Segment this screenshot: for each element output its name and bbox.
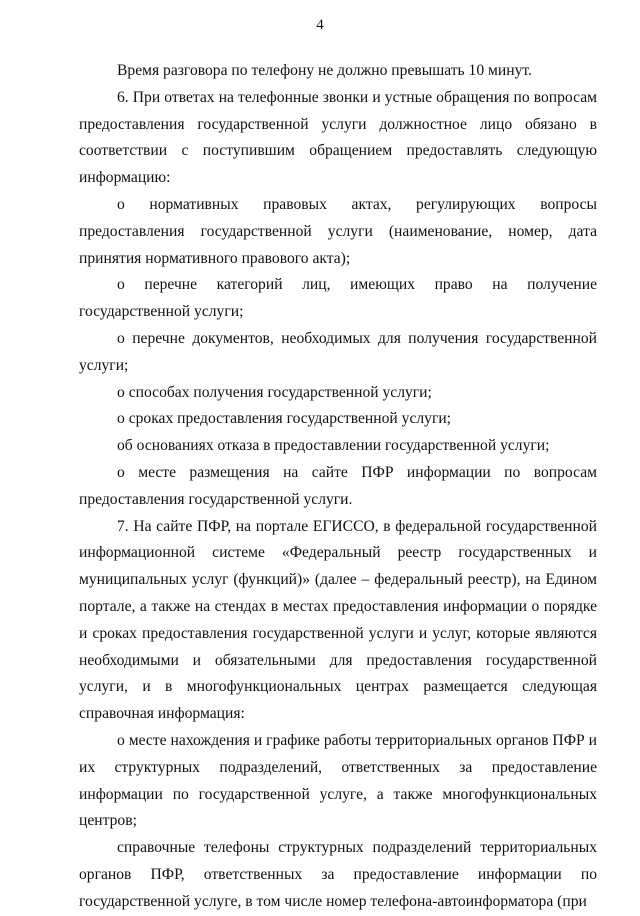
list-item-website-placement: о месте размещения на сайте ПФР информации по вопросам предоставления государственной услуги. [79, 463, 597, 508]
list-item-legal-acts: о нормативных правовых актах, регулирующих вопросы предоставления государственной услуги (наименование, номер, дата принятия нормативного правового акта); [79, 195, 597, 267]
list-item-required-documents: о перечне документов, необходимых для получения государственной услуги; [79, 329, 597, 374]
list-item-eligible-categories: о перечне категорий лиц, имеющих право на получение государственной услуги; [79, 276, 597, 321]
document-body [79, 58, 597, 916]
paragraph-call-duration: Время разговора по телефону не должно превышать 10 минут. [117, 62, 532, 79]
list-item-location-schedule: о месте нахождения и графике работы территориальных органов ПФР и их структурных подразделений, ответственных за предоставление информации по государственной услуге, а также многофункциональных центров; [79, 731, 597, 830]
list-item-deadlines: о сроках предоставления государственной услуги; [117, 410, 452, 428]
list-item-reference-phones: справочные телефоны структурных подразделений территориальных органов ПФР, ответственных за предоставление информации по государственной услуге, в том числе номер телефона-автоинформатора (при [79, 839, 597, 910]
list-item-refusal-grounds: об основаниях отказа в предоставлении государственной услуги; [117, 437, 550, 455]
paragraph-clause-7: 7. На сайте ПФР, на портале ЕГИССО, в федеральной государственной информационной системе «Федеральный реестр государственных и муниципальных услуг (функций)» (далее – федеральный реестр), на Едином портале, а также на стендах в местах предоставления информации о порядке и сроках предоставления государственной услуги и услуг, которые являются необходимыми и обязательными для предоставления государственной услуги, и в многофункциональных центрах размещается следующая справочная информация: [79, 517, 597, 723]
paragraph-clause-6: 6. При ответах на телефонные звонки и устные обращения по вопросам предоставления государственной услуги должностное лицо обязано в соответствии с поступившим обращением предоставлять следующую информацию: [79, 88, 597, 187]
page-number: 4 [316, 17, 324, 33]
list-item-ways-to-obtain: о способах получения государственной услуги; [117, 383, 432, 401]
